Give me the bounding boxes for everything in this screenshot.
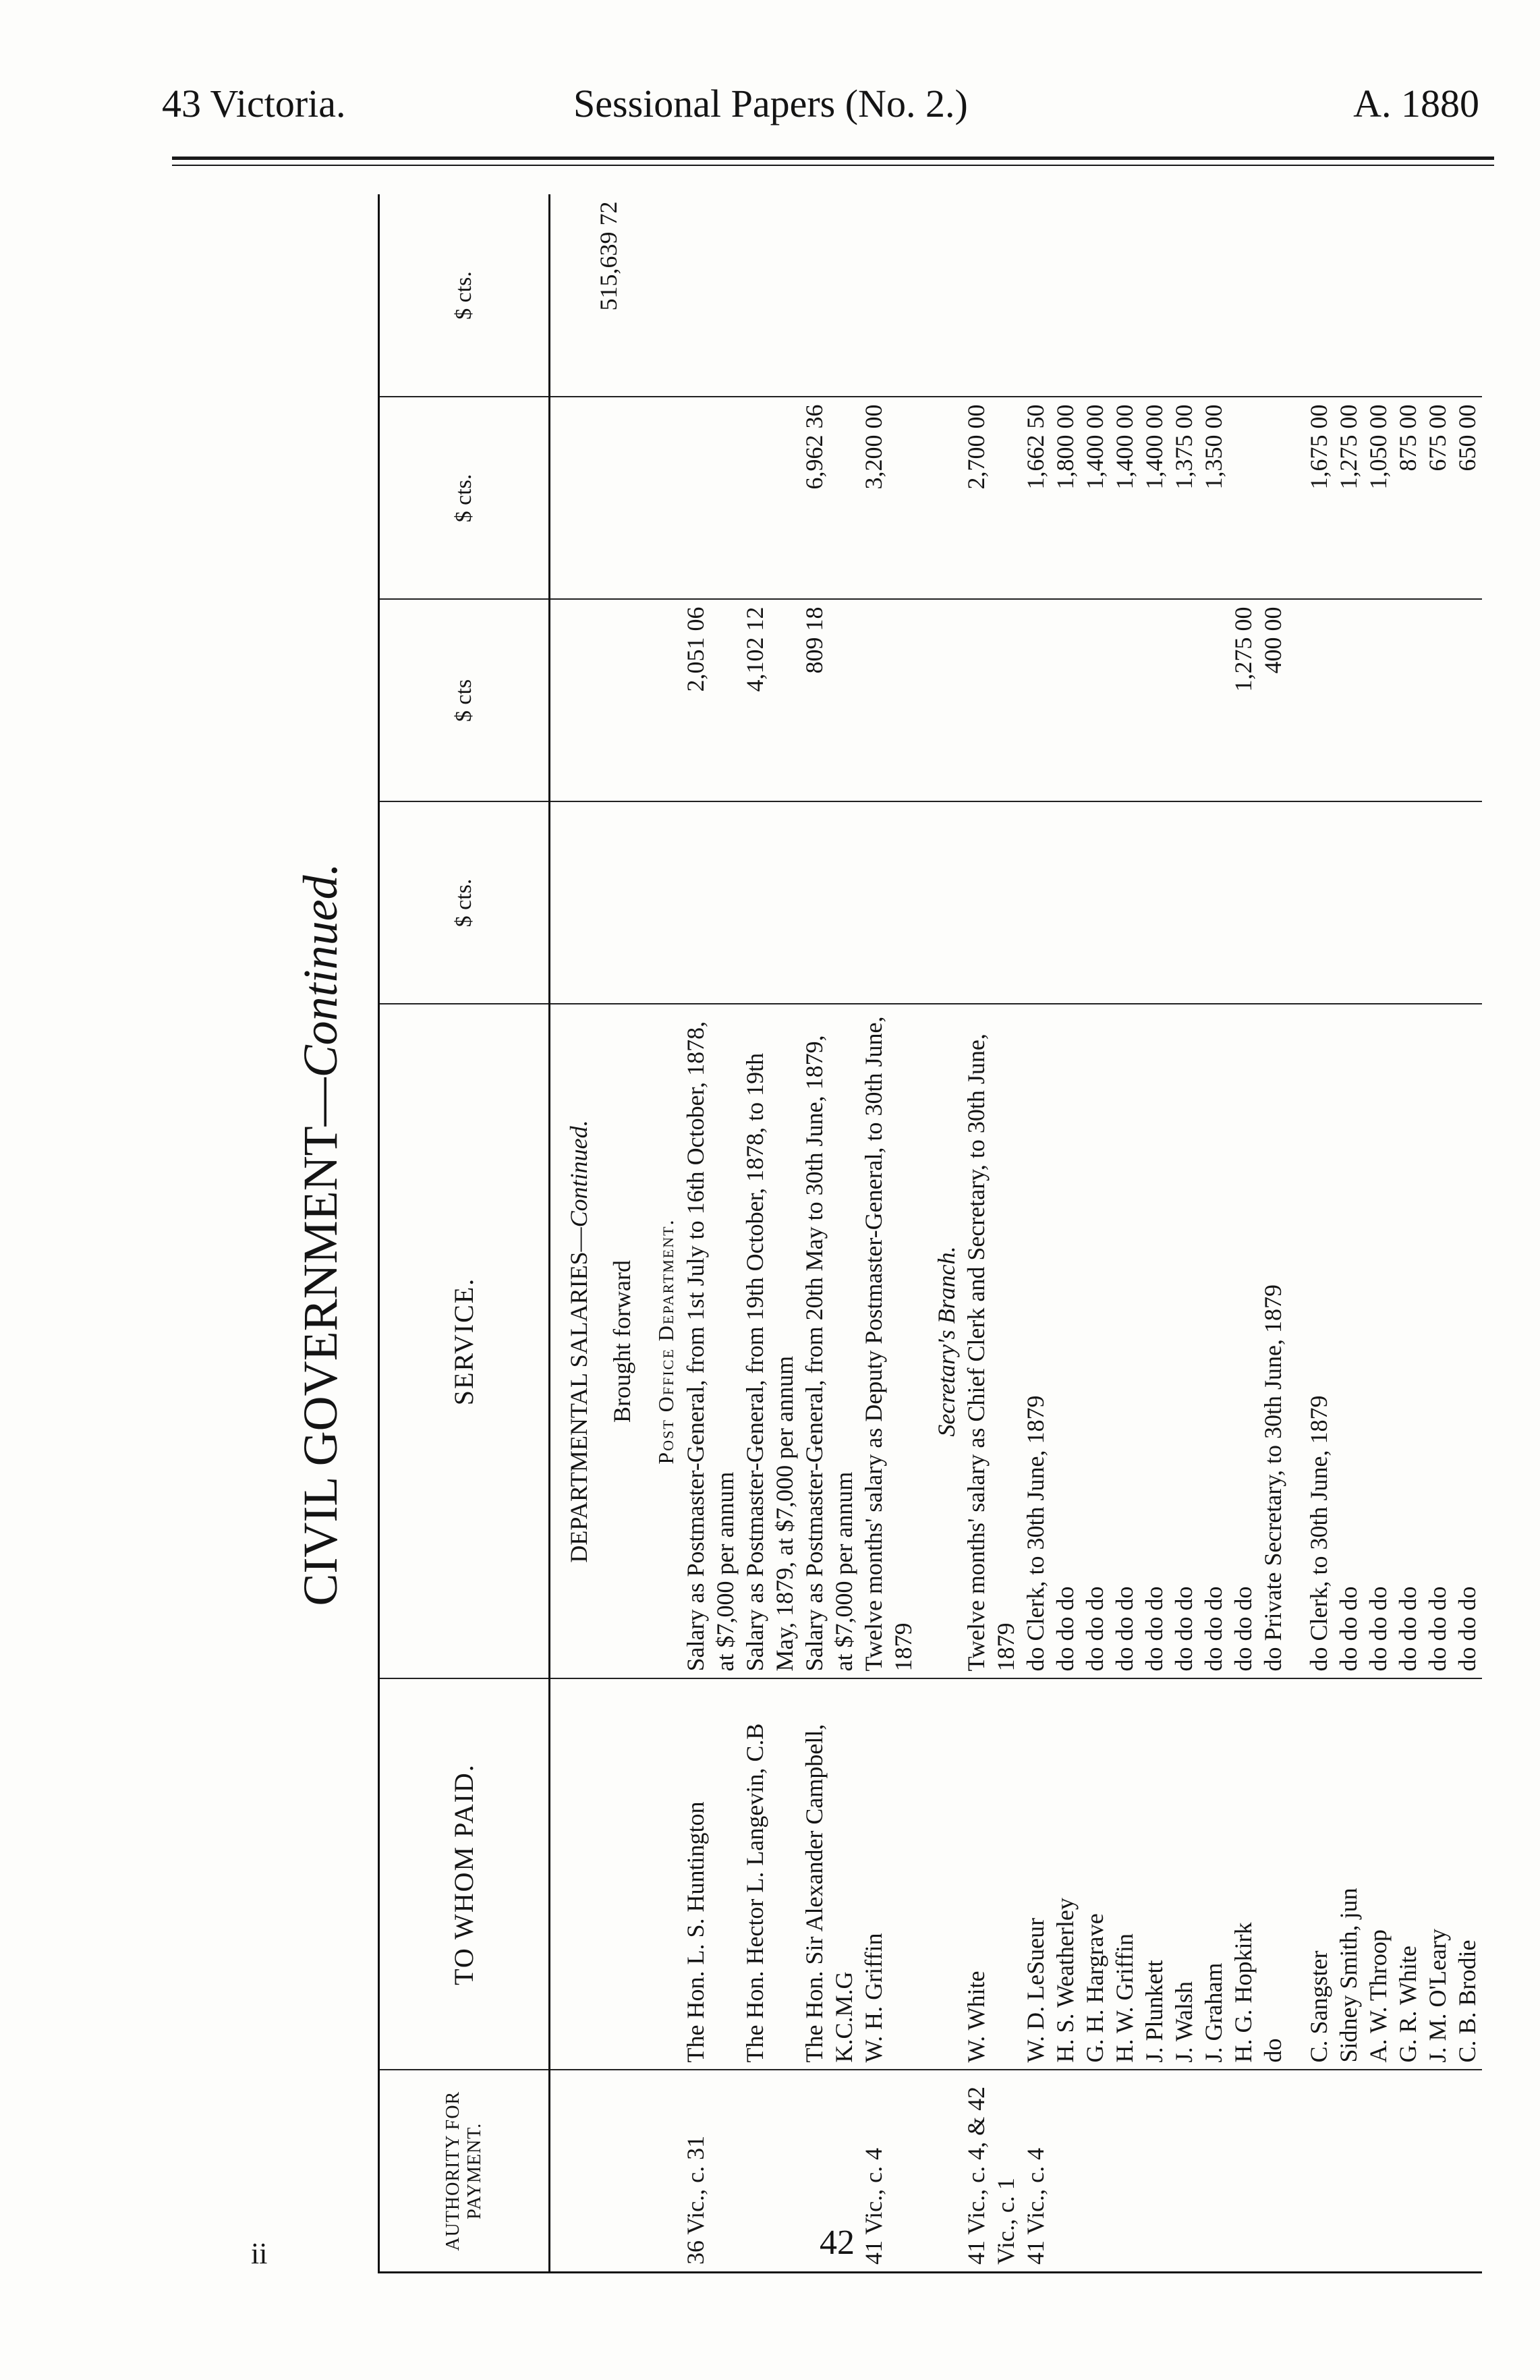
service-cell: Salary as Postmaster-General, from 19th October, 1878, to 19th May, 1879, at $7,000 per annum [740,1004,799,1679]
money-1-cell [740,802,799,1004]
service-cell: do Clerk, to 30th June, 1879 [1021,1004,1050,1679]
auth-cell [1169,2070,1199,2273]
auth-cell [1304,2070,1334,2273]
auth-cell [1363,2070,1393,2273]
section-dept-title: DEPARTMENTAL SALARIES— [565,1227,592,1563]
service-cell: Salary as Postmaster-General, from 20th May to 30th June, 1879, at $7,000 per annum [799,1004,859,1679]
clerk-row [1423,195,1452,2273]
section-post-office [637,195,681,2273]
money-4-cell [1334,195,1363,397]
money-3-cell: 875 00 [1393,397,1423,600]
service-cell: Twelve months' salary as Chief Clerk and Secretary, to 30th June, 1879 [961,1004,1021,1679]
money-1-cell [1363,802,1393,1004]
money-3-cell: 1,375 00 [1169,397,1199,600]
money-2-cell: 4,102 12 [740,600,799,802]
service-cell: do do do [1393,1004,1423,1679]
payee-cell: J. Graham [1199,1679,1228,2070]
section-dept-italic: Continued. [565,1120,592,1228]
header-rule-thin [172,165,1494,166]
money-3-cell: 1,400 00 [1080,397,1110,600]
col-money-2: $ cts [379,600,550,802]
money-2-cell [1452,600,1482,802]
service-cell: Salary as Postmaster-General, from 1st July to 16th October, 1878, at $7,000 per annum [681,1004,740,1679]
money-3-cell [1258,397,1288,600]
money-3-cell: 6,962 36 [799,397,859,600]
money-2-cell [1423,600,1452,802]
money-2-cell [1363,600,1393,802]
money-1-cell [859,802,918,1004]
money-4-cell [1050,195,1080,397]
money-4-cell [1258,195,1288,397]
service-cell: do do do [1363,1004,1393,1679]
clerk-row [1363,195,1393,2273]
page-roman: ii [251,2237,268,2270]
money-4-cell [1393,195,1423,397]
clerk-row [1080,195,1110,2273]
money-1-cell [1423,802,1452,1004]
clerk-row [1334,195,1363,2273]
money-1-cell [1080,802,1110,1004]
payment-row [799,195,859,2273]
col-authority: AUTHORITY FOR PAYMENT. [379,2070,550,2273]
brought-forward-row [594,195,637,2273]
section-secretary-title: Secretary's Branch. [933,1246,960,1437]
clerk-row [1393,195,1423,2273]
money-2-cell [1080,600,1110,802]
money-2-cell [961,600,1021,802]
service-cell: do do do [1199,1004,1228,1679]
money-3-cell [1228,397,1258,600]
money-3-cell: 1,050 00 [1363,397,1393,600]
payee-cell: W. White [961,1679,1021,2070]
money-2-cell [1304,600,1334,802]
auth-cell [1258,2070,1288,2273]
money-2-cell [1110,600,1139,802]
auth-cell [740,2070,799,2273]
money-4-cell [961,195,1021,397]
payee-cell: J. M. O'Leary [1423,1679,1452,2070]
auth-cell: 41 Vic., c. 4, & 42 Vic., c. 1 [961,2070,1021,2273]
service-cell: do Private Secretary, to 30th June, 1879 [1258,1004,1288,1679]
money-4-cell [1423,195,1452,397]
auth-cell [1050,2070,1080,2273]
col-to-whom: TO WHOM PAID. [379,1679,550,2070]
page-number: 42 [820,2223,855,2262]
auth-cell [1228,2070,1258,2273]
auth-cell [1199,2070,1228,2273]
auth-cell [1080,2070,1110,2273]
service-cell: do do do [1110,1004,1139,1679]
money-3-cell: 1,662 50 [1021,397,1050,600]
money-2-cell [1199,600,1228,802]
banner-title: CIVIL GOVERNMENT— [293,1077,347,1606]
payee-cell: Sidney Smith, jun [1334,1679,1363,2070]
payee-cell: A. W. Throop [1363,1679,1393,2070]
money-3-cell: 1,400 00 [1110,397,1139,600]
money-4-cell [1363,195,1393,397]
money-1-cell [1334,802,1363,1004]
payee-cell: J. Walsh [1169,1679,1199,2070]
banner-italic: Continued. [293,863,347,1078]
service-cell: do do do [1050,1004,1080,1679]
money-1-cell [799,802,859,1004]
money-4-cell [1080,195,1110,397]
payment-row [961,195,1021,2273]
service-cell: do do do [1452,1004,1482,1679]
money-2-cell: 809 18 [799,600,859,802]
auth-cell: 41 Vic., c. 4 [859,2070,918,2273]
money-2-cell [1393,600,1423,802]
header-row [379,195,550,2273]
money-3-cell: 675 00 [1423,397,1452,600]
running-head-right: A. 1880 [1353,82,1479,125]
spacer-row [1288,195,1304,2273]
payee-cell: W. H. Griffin [859,1679,918,2070]
salaries-table [378,195,1482,2274]
money-4-cell [1452,195,1482,397]
payee-cell: The Hon. L. S. Huntington [681,1679,740,2070]
clerk-row [1050,195,1080,2273]
payee-cell: C. Sangster [1304,1679,1334,2070]
clerk-row [1139,195,1169,2273]
money-2-cell: 1,275 00 [1228,600,1258,802]
running-head-center: Sessional Papers (No. 2.) [573,82,968,125]
col-money-3: $ cts. [379,397,550,600]
money-2-cell: 2,051 06 [681,600,740,802]
service-cell: do do do [1334,1004,1363,1679]
payment-row [859,195,918,2273]
money-4-cell [859,195,918,397]
money-1-cell [1258,802,1288,1004]
section-post-office-title: Post Office Department. [654,1218,678,1465]
money-2-cell: 400 00 [1258,600,1288,802]
payee-cell: W. D. LeSueur [1021,1679,1050,2070]
clerk-row [1169,195,1199,2273]
table-body [550,195,1483,2273]
money-1-cell [961,802,1021,1004]
auth-cell [1423,2070,1452,2273]
money-4-cell [1139,195,1169,397]
money-2-cell [1050,600,1080,802]
money-3-cell: 3,200 00 [859,397,918,600]
money-1-cell [1139,802,1169,1004]
clerk-row [1199,195,1228,2273]
money-4-cell [1110,195,1139,397]
col-service: SERVICE. [379,1004,550,1679]
auth-cell [1452,2070,1482,2273]
money-3-cell: 1,275 00 [1334,397,1363,600]
table-banner [263,196,378,2273]
money-2-cell [1021,600,1050,802]
money-1-cell [1228,802,1258,1004]
auth-cell: 36 Vic., c. 31 [681,2070,740,2273]
payee-cell: G. R. White [1393,1679,1423,2070]
service-cell: do do do [1228,1004,1258,1679]
money-1-cell [681,802,740,1004]
money-3-cell: 1,350 00 [1199,397,1228,600]
clerk-row [1258,195,1288,2273]
col-money-4: $ cts. [379,195,550,397]
payee-cell: do [1258,1679,1288,2070]
money-1-cell [1110,802,1139,1004]
clerk-row [1021,195,1050,2273]
auth-cell [1334,2070,1363,2273]
clerk-row [1452,195,1482,2273]
money-3-cell: 2,700 00 [961,397,1021,600]
money-1-cell [1169,802,1199,1004]
clerk-row [1110,195,1139,2273]
brought-forward-label: Brought forward [594,1004,637,1679]
clerk-row [1304,195,1334,2273]
money-3-cell: 1,400 00 [1139,397,1169,600]
service-cell: Twelve months' salary as Deputy Postmaster-General, to 30th June, 1879 [859,1004,918,1679]
service-cell: do do do [1139,1004,1169,1679]
money-4-cell [799,195,859,397]
money-3-cell [681,397,740,600]
money-2-cell [1139,600,1169,802]
payment-row [681,195,740,2273]
money-3-cell: 1,800 00 [1050,397,1080,600]
payee-cell: H. W. Griffin [1110,1679,1139,2070]
money-1-cell [1452,802,1482,1004]
header-rule [172,157,1494,160]
money-3-cell: 650 00 [1452,397,1482,600]
money-4-cell [1228,195,1258,397]
money-2-cell [859,600,918,802]
payment-row [740,195,799,2273]
service-cell: do do do [1423,1004,1452,1679]
section-dept [550,195,594,2273]
auth-cell: 41 Vic., c. 4 [1021,2070,1050,2273]
auth-cell [1393,2070,1423,2273]
section-secretary [918,195,961,2273]
auth-cell [1139,2070,1169,2273]
col-money-1: $ cts. [379,802,550,1004]
money-3-cell: 1,675 00 [1304,397,1334,600]
money-4-cell [740,195,799,397]
money-1-cell [1050,802,1080,1004]
money-4-cell [1199,195,1228,397]
payee-cell: C. B. Brodie [1452,1679,1482,2070]
money-4-cell [1021,195,1050,397]
money-4-cell [681,195,740,397]
money-1-cell [1304,802,1334,1004]
service-cell: do Clerk, to 30th June, 1879 [1304,1004,1334,1679]
service-cell: do do do [1080,1004,1110,1679]
clerk-row [1228,195,1258,2273]
money-1-cell [1393,802,1423,1004]
payee-cell: The Hon. Hector L. Langevin, C.B [740,1679,799,2070]
payee-cell: H. G. Hopkirk [1228,1679,1258,2070]
money-2-cell [1334,600,1363,802]
rotated-table-block [263,196,1484,2273]
brought-forward-total: 515,639 72 [594,195,637,397]
payee-cell: J. Plunkett [1139,1679,1169,2070]
running-head-left: 43 Victoria. [162,82,346,125]
auth-cell [799,2070,859,2273]
money-3-cell [740,397,799,600]
money-4-cell [1169,195,1199,397]
payee-cell: H. S. Weatherley [1050,1679,1080,2070]
payee-cell: The Hon. Sir Alexander Campbell, K.C.M.G [799,1679,859,2070]
auth-cell [1110,2070,1139,2273]
payee-cell: G. H. Hargrave [1080,1679,1110,2070]
money-4-cell [1304,195,1334,397]
money-1-cell [1199,802,1228,1004]
service-cell: do do do [1169,1004,1199,1679]
money-1-cell [1021,802,1050,1004]
money-2-cell [1169,600,1199,802]
